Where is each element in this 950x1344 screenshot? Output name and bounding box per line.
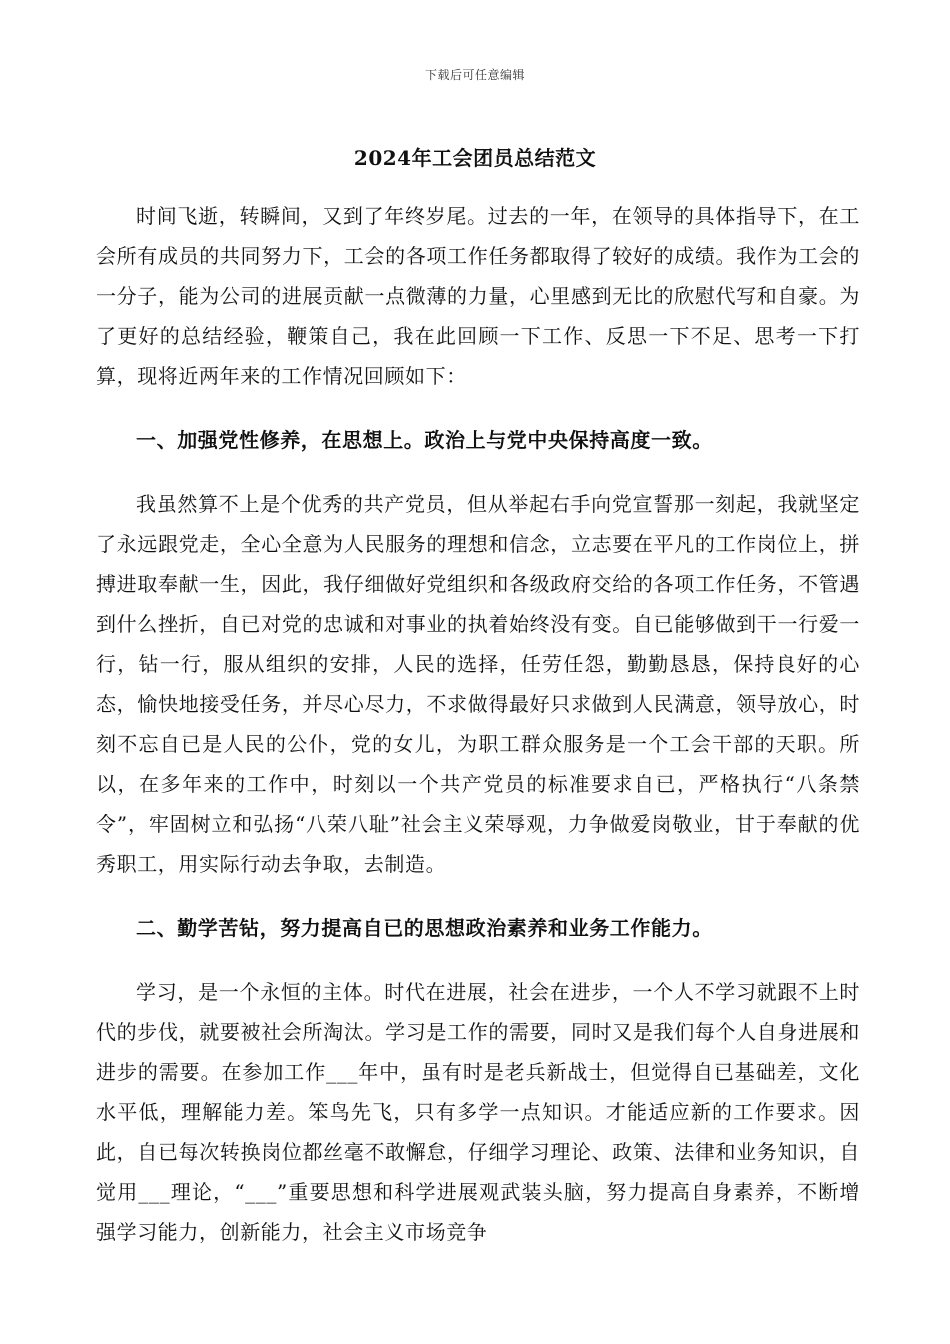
document-title: 2024年工会团员总结范文 xyxy=(353,146,597,170)
section-heading-2: 二、勤学苦钻，努力提高自已的思想政治素养和业务工作能力。 xyxy=(136,916,713,940)
section-body-1: 我虽然算不上是个优秀的共产党员，但从举起右手向党宣誓那一刻起，我就坚定了永远跟党走，全心全意为人民服务的理想和信念，立志要在平凡的工作岗位上，拼搏进取奉献一生，因此，我仔细做好党组织和各级政府交给的各项工作任务，不管遇到什么挫折，自已对党的忠诚和对事业的执着始终没有变。自已能够做到干一行爱一行，钻一行，服从组织的安排，人民的选择，任劳任怨，勤勤恳恳，保持良好的心态，愉快地接受任务，并尽心尽力，不求做得最好只求做到人民满意，领导放心，时刻不忘自已是人民的公仆，党的女儿，为职工群众服务是一个工会干部的天职。所以，在多年来的工作中，时刻以一个共产党员的标准要求自已，严格执行“八条禁令”，牢固树立和弘扬“八荣八耻”社会主义荣辱观，力争做爱岗敬业，甘于奉献的优秀职工，用实际行动去争取，去制造。 xyxy=(96,492,860,876)
section-body-2: 学习，是一个永恒的主体。时代在进展，社会在进步，一个人不学习就跟不上时代的步伐，就要被社会所淘汰。学习是工作的需要，同时又是我们每个人自身进展和进步的需要。在参加工作___年中，虽有时是老兵新战士，但觉得自已基础差，文化水平低，理解能力差。笨鸟先飞，只有多学一点知识。才能适应新的工作要求。因此，自已每次转换岗位都丝毫不敢懈怠，仔细学习理论、政策、法律和业务知识，自觉用___理论，“___”重要思想和科学进展观武装头脑，努力提高自身素养，不断增强学习能力，创新能力，社会主义市场竞争 xyxy=(96,980,860,1244)
document-body xyxy=(96,196,860,1252)
section-heading-1: 一、加强党性修养，在思想上。政治上与党中央保持高度一致。 xyxy=(136,428,713,452)
intro-paragraph: 时间飞逝，转瞬间，又到了年终岁尾。过去的一年，在领导的具体指导下，在工会所有成员的共同努力下，工会的各项工作任务都取得了较好的成绩。我作为工会的一分子，能为公司的进展贡献一点微薄的力量，心里感到无比的欣慰代写和自豪。为了更好的总结经验，鞭策自己，我在此回顾一下工作、反思一下不足、思考一下打算，现将近两年来的工作情况回顾如下： xyxy=(96,204,860,388)
page-header-note: 下载后可任意编辑 xyxy=(424,68,525,82)
